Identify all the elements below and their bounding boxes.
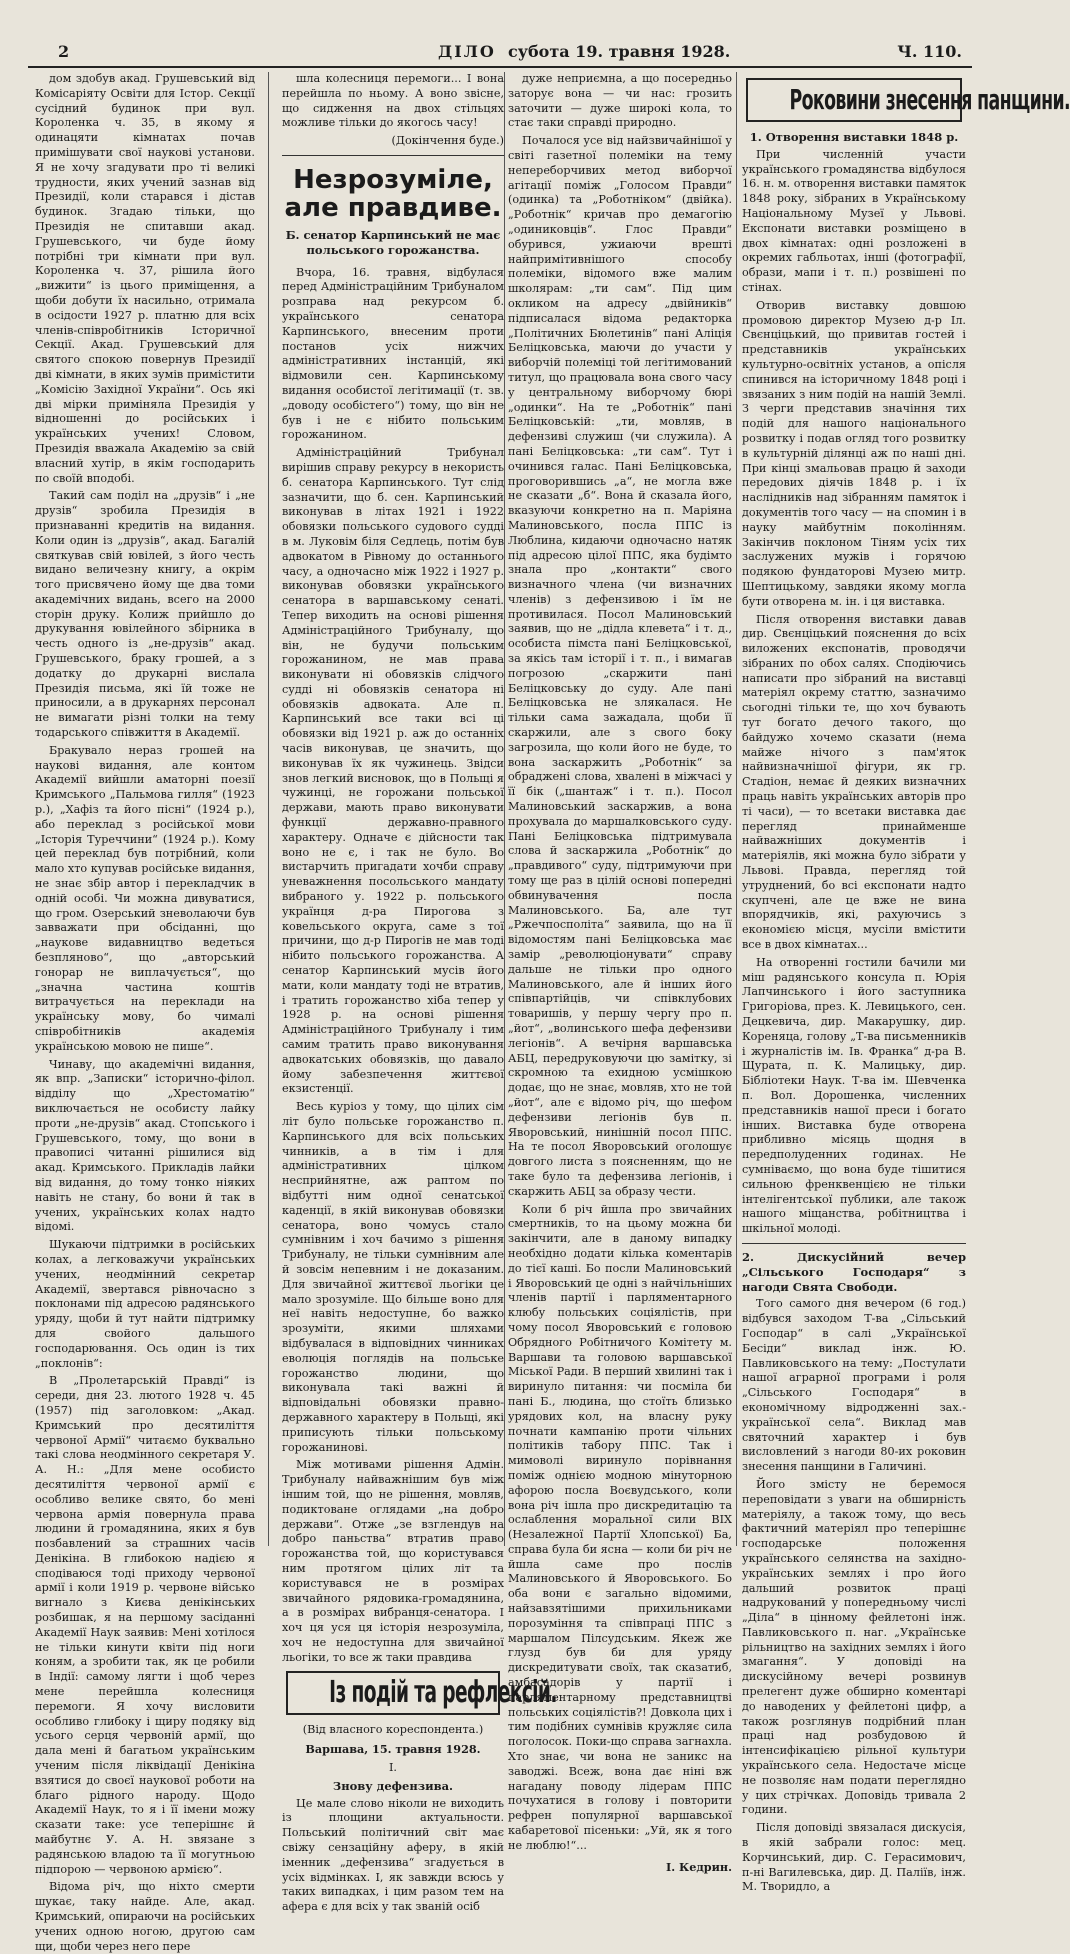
paragraph: Адміністраційний Трибунал вирішив справу рекурсу в некористь б. сенатора Карпинського. Тут слід зазначити, що б. сен. Карпинський виконував в літах 1921 і 1922 обовязки польського судового судді в м. Луковім біля Седлець, потім був адвокатом в Рівному до останнього часу, а одночасно між 1922 і 1927 р. виконував обовязки українського сенатора в варшавському сенаті. Тепер виходить на основі рішення Адміністраційного Трибуналу, що він, не будучи польським горожанином, не мав права виконувати ні обовязків слідчого судді ні обовязків сенатора ні обовязків адвоката. Але п. Карпинський все таки всі ці обовязки від 1921 р. аж до останніх часів виконував, це значить, що виконував їх як чужинець. Звідси знов легкий висновок, що в Польщі я чужинці, не горожани польської держави, мають право виконувати функції державно-правного характеру. Одначе є дійсности так воно не є, і так не було. Во вистарчить пригадати хочби справу уневажнення посольського мандату вибраного у. 1922 р. польського українця д-ра Пирогова з ковельського округа, саме з тої причини, що д-р Пирогів не мав тоді нібито польського горожанства. А сенатор Карпинський мусів його мати, коли мандату тоді не втратив, і тратить горожанство хіба тепер у 1928 р. на основі рішення Адміністраційного Трибуналу і тим самим тратить право виконування адвокатських обовязків, що давало йому забезпечення життєвої екзистенції.	[282, 446, 504, 1096]
section-heading: Знову дефензива.	[332, 1778, 454, 1793]
byline: (Від власного кореспондента.)	[302, 1723, 484, 1737]
column-rule	[504, 72, 505, 1546]
paragraph: При численній участи українського громадянства відбулося 16. н. м. отворення виставки памяток 1848 року, зібраних в Українському Національному Музеї у Львові. Експонати виставки розміщено в двох кімнатах: одні розложені в окремих габльотах, інші (фотографії, образи, мапи і т. п.) розвішені по стінах.	[742, 147, 966, 294]
masthead: ДІЛО	[438, 42, 496, 61]
paragraph: Його змісту не беремося переповідати з уваги на обширність матеріялу, а також тому, що весь фактичний матеріял про теперішнє господарське положення українського селянства на західно-українських землях і про його дальший розвиток праці надрукований у попередньому числі „Діла“ в цінному фейлетоні інж. Павликовського п. наг. „Українське рільництво на західних землях і його змагання“. У доповіді на дискусійному вечері розвинув прелегент дуже обширно коментарі до наводених у фейлетоні цифр, а також розглянув подрібний план праці над розбудовою й інтенсифікацією рільної культури українського села. Недостаче місце не позволяє нам подати переглядно у цих стрічках. Доповідь тривала 2 години.	[742, 1477, 966, 1817]
article-title: Незрозуміле, але правдиве.	[284, 164, 502, 223]
headline-box	[746, 78, 1070, 122]
paragraph: Вчора, 16. травня, відбулася перед Адміністраційним Трибуналом розправа над рекурсом б. українського сенатора Карпинського, внесеним проти постанов усіх нижчих адміністративних інстанцій, які відмовили сен. Карпинському видання особистої легітимації (т. зв. „доводу особістего“) тому, що він не був і не є нібито польським горожанином.	[282, 265, 504, 442]
paragraph: Після отворення виставки давав дир. Свєнціцький пояснення до всіх виложених експонатів, проводячи зібраних по обох салях. Сподіючись написати про зібраний на виставці матеріял окрему статтю, зазначимо сьогодні тільки те, що хоч бувають тут богато дечого такого, що байдужо хочемо сказати (нема майже нічого з пам'яток найвизначнішої фігури, як гр. Стадіон, немає й деяких визначних праць навіть українських авторів про ті часи), — то всетаки виставка дає перегляд принайменше найважніших документів і матеріялів, які можна було зібрати у Львові. Правда, перегляд той утруднений, бо всі експонати надто скупчені, але це вже не вина впорядчиків, які, рахуючись з економією місця, мусіли вмістити все в двох кімнатах...	[742, 612, 966, 952]
headline: Роковини знесення панщини.	[789, 83, 1070, 116]
section-title-box	[286, 1671, 557, 1715]
issue-number: Ч. 110.	[897, 42, 962, 61]
divider	[282, 155, 504, 156]
paragraph: Того самого дня вечером (6 год.) відбувся заходом Т-ва „Сільський Господар“ в салі „Української Бесіди“ виклад інж. Ю. Павликовського на тему: „Постулати нашої аграрної програми і роля „Сільського Господаря“ в економічному відродженні зах.-української села“. Виклад мав святочний характер і був висловлений з нагоди 80-их роковин знесення панщини в Галичині.	[742, 1297, 966, 1474]
page-header	[28, 40, 972, 68]
paragraph: В „Пролетарській Правді“ із середи, дня 23. лютого 1928 ч. 45 (1957) під заголовком: „Акад. Кримський про десятиліття червоної Армії“ читаємо буквально такі слова неодмінного секретаря У. А. Н.: „Для мене особисто десятиліття червоної армії є особливо велике свято, бо мені червона армія повернула права людини й громадянина, яких я був позбавлений за страшних часів Денікіна. В глибокою надією я сподіваюся тоді приходу червоної армії і коли 1919 р. червоне військо вигнало з Києва денікінських розбишак, я на першому засіданні Академії Наук заявив: Мені хотілося не тільки кинути квіти під ноги коням, а зробити так, як це робили в Індії: самому лягти і щоб через мене перейшла колесниця перемоги. Я хочу висловити особливо глибоку і щиру подяку від усього серця червоній армії, що дала мені й багатьом українським ученим після ліквідації Денікіна взятися до своєї наукової роботи на благо рідного народу. Щодо Академії Наук, то я і її імени можу сказати таке: усе теперішнє й майбутнє У. А. Н. звязане з радянською владою та її могутньою підпорою — червоною армією“.	[35, 1374, 255, 1876]
paragraph: Весь куріоз у тому, що цілих сім літ було польське горожанство п. Карпинського для всіх польських чинників, а в тім і для адміністративних цілком несприйнятне, аж раптом по відбутті ним одної сенатської каденції, в якій виконував обовязки сенатора, воно чомусь стало сумнівним і хоч бачимо з рішення Трибуналу, не тільки сумнівним але й зовсім непевним і не доказаним. Для звичайної життєвої льогіки це мало зрозуміле. Що більше воно для неї навіть недоступне, бо важко зрозуміти, якими шляхами відбувалася в відповідних чинниках еволюція поглядів на польське горожанство людини, що виконувала такі важні й відповідальні обовязки правно-державного характеру в Польщі, які приписують тільки польському горожанинові.	[282, 1100, 504, 1454]
paragraph: Бракувало нераз грошей на наукові видання, але контом Академії вийшли аматорні поезії Кримського „Пальмова гилля“ (1923 р.), „Хафіз та його пісні“ (1924 р.), або переклад з російської мови „Історія Туреччини“ (1924 р.). Кому цей переклад був потрібний, коли мало хто купував російське видання, не знає збір автор і перекладчик в одній особі. Чи можна дивуватися, що гром. Озерський зневолаючи був завважати при обсіданні, що „наукове видавництво ведеться безпляново“, що „авторський гонорар не виплачується“, що „значна частина коштів витрачується на переклади на українську мову, бо чималі співробітників академія українською мовою не пише“.	[35, 743, 255, 1053]
column-4	[742, 72, 1070, 1894]
author-signature: І. Кедрин.	[666, 1859, 732, 1874]
continuation-note: (Докінчення буде.)	[391, 134, 504, 148]
paragraph: На отворенні гостили бачили ми міш радянського консула п. Юрія Лапчинського і його заступника Григоріова, през. К. Левицького, сен. Децкевича, дир. Макарушку, дир. Кореняца, голову „Т-ва письменників і журналістів ім. Ів. Франка“ д-ра В. Щурата, п. К. Малицьку, дир. Бібліотеки Наук. Т-ва ім. Шевченка п. Вол. Дорошенка, численних представників нашої преси і богато інших. Виставка буде отворена прибливно місяць щодня в передполуденних годинах. Не сумніваємо, що вона буде тішитися сильною френквенцією не тільки інтелігентської публики, але також нашого міщанства, робітництва і шкільної молоді.	[742, 955, 966, 1236]
paragraph: Між мотивами рішення Адмін. Трибуналу найважнішим був між іншим той, що не рішення, мовляв, подиктоване оглядами „на добро держави“. Отже „зе взглендув на добро паньства“ втратив право горожанства той, що користувався ним протягом цілих літ та користувався не в розмірах звичайного рядовика-громадянина, а в розмірах вибранця-сенатора. І хоч ця уся ця історія незрозуміла, хоч не недоступна для звичайної льогіки, то все ж таки правдива	[282, 1458, 504, 1664]
section-title: Із подій та рефлексій.	[329, 1675, 557, 1711]
paragraph: дуже неприємна, а що посередньо заторує вона — чи нас: грозить заточити — дуже широкі кола, то стає таки справді природно.	[508, 72, 732, 130]
section-heading: 1. Отворення виставки 1848 р.	[749, 130, 959, 144]
paragraph: Після доповіді звязалася дискусія, в якій забрали голос: мец. Корчинський, дир. С. Герасимович, п-ні Вагилевська, дир. Д. Паліїв, інж. М. Творидло, а	[742, 1821, 966, 1894]
paragraph: Коли б річ йшла про звичайних смертників, то на цьому можна би закінчити, але в даному випадку необхідно додати кілька коментарів до тієї каші. Бо посли Малиновський і Яворовський це одні з найчільніших членів партії і парляментарного клюбу польських соціялістів, при чому посол Яворовський є головою Обрядного Робітничого Комітету м. Варшави та головою варшавської Міської Ради. В перший хвилині так і виринуло питання: чи посміла би пані Б., людина, що стоїть близько урядових кол, на власну руку почнати кампанію проти чільних політиків табору ППС. Так і мимоволі виринуло порівнання поміж однією модною мінуторною афорою посла Воєвудського, коли вона річ ішла про дискредитацію та ослаблення моральної сили ВІХ (Незалежної Партії Хлопської) Ба, справа була би ясна — коли би річ не йшла саме про послів Малиновського й Яворовського. Бо оба вони є загально відомими, найзавзятішими прихильниками порозуміння та співпраці ППС з маршалом Пілсудським. Якеж же глузд був би для уряду дискредитувати своїх, так сказатиб, амбасадорів у партії і парляментарному представництві польських соціялістів?! Довкола цих і тим подібних сумнівів кружляє сила поголосок. Поки-що справа загнахла. Хто знає, чи вона не заникс на заводжі. Всеж, вона дає ніні вж нагадану поводу лідерам ППС почухатися в голову і повторити рефрен популярної варшавської кабаретової пісеньки: „Уй, як я того не люблю!“...	[508, 1202, 732, 1852]
section-heading: 2. Дискусійний вечер „Сільського Господаря“ з нагоди Свята Свободи.	[742, 1249, 966, 1294]
paragraph: Такий сам поділ на „друзів“ і „не друзів“ зробила Президія в признаванні кредитів на видання. Коли один із „друзів“, акад. Багалій святкував свій ювілей, з його честь видано величезну книгу, а окрім того присвячено йому ще два томи академічних видань, всего на 2000 сторін друку. Колиж прийшло до друкування ювілейного збірника в честь одного із „не-друзів“ акад. Грушевського, браку грошей, а з додатку до друкарні вислала Президія письма, які їй тоже не приносили, а в друкарнях персонал не вимагати різні толки на тему тодарського співжиття в Академії.	[35, 489, 255, 740]
section-number: I.	[389, 1761, 397, 1775]
paragraph: дом здобув акад. Грушевський від Комісаріяту Освіти для Істор. Секції сусідний будинок при вул. Короленка ч. 35, в якому я одинацяти кімнатах почав примішувати свої наукові установи. Я не хочу згадувати про ті великі трудности, яких учений зазнав від Президії, коли старався і дістав будинок. Згадаю тільки, що Президія не спитавши акад. Грушевського, чи буде йому потрібні три кімнати при вул. Короленка ч. 37, рішила його „вижити“ із цього приміщення, а щоби добути їх насильно, отримала в осідости 1927 р. платню для всіх членів-співробітників Історичної Секції. Акад. Грушевський для святого спокою повернув Президії дві кімнати, в яких зумів примістити „Комісію Західної України“. Ось які дві мірки приміняла Президія у відношенні до російських і українських учених! Словом, Президія вважала Академію за свій власний хутір, в якім господарить по своїй вподобі.	[35, 72, 255, 485]
issue-date: субота 19. травня 1928.	[508, 42, 731, 61]
paragraph: Відома річ, що ніхто смерти шукає, таку найде. Але, акад. Кримський, опираючи на російських учених одною ногою, другою сам щи, щоби через него пере	[35, 1880, 255, 1953]
paragraph: Почалося усе від найзвичайнішої у світі газетної полеміки на тему непереборчивих метод виборчої агітації поміж „Голосом Правди“ (одинка) та „Роботніком“ (двійка). „Роботнік“ кричав про демагогію „одиниковців“. Глос Правди“ обурився, ужиаючи врешті найпримітивнішого способу полеміки, відомого вже малим школярам: „ти сам“. Під цим окликом на адресу „двійників“ підписалася відома редакторка „Політичних Бюлетинів“ пані Аліція Беліцковська, маючи до участи у виборчій полеміці той легітимований титул, що працювала вона свого часу у центральному виборчому бюрі „одинки“. На те „Роботнік“ пані Беліцковській: „ти, мовляв, в дефензиві служиш (чи служила). А пані Беліцковська: „ти сам“. Тут і очинився галас. Пані Беліцковська, проговорившись „а“, не могла вже не сказати „б“. Вона й сказала його, вказуючи конкретно на п. Маріяна Малиновського, посла ППС із Люблина, кидаючи одночасно натяк під адресою цілої ППС, яка будімто знала про „контакти“ свого визначного члена (чи визначних членів) з дефензивою і їм не противилася. Посол Малиновський заявив, що не „дідла клевета“ і т. д., особиста пімста пані Беліцковської, за якісь там історії і т. п., і вимагав погрозою „скаржити пані Беліцковську до суду. Але пані Беліцковська не злякалася. Не тільки сама зажадала, щоби її скаржили, але з свого боку загрозила, що коли його не буде, то вона заскаржить „Роботнік“ за обраджені слова, хвалені в міжчасі у її бік („шантаж“ і т. п.). Посол Малиновський заскаржив, а вона прохувала до маршалковського суду. Пані Беліцковська підтримувала слова й заскаржила „Роботнік“ до „правдивого“ суду, підтримуючи при тому ще раз в цілій основі попередні обвинувачення посла Малиновського. Ба, але тут „Ржечпосполіта“ заявила, що на її відомостям пані Беліцковська має замір „революціонувати“ справу дальше не тільки про одного Малиновського, але й інших його співпартійців, чи співклубових товаришів, у першу чергу про п. „йот“, „волинського шефа дефензиви легіонів“. А вечірня варшавська АБЦ, передруковуючи цю замітку, зі скромною та ехидною усмішкою додає, що не знає, мовляв, хто не той „йот“, але є відомо річ, що шефом дефензиви легіонів був п. Яворовський, нинішній посол ППС. На те посол Яворовський оголошує довгого листа з поясненням, що не таке було та дефензива легіонів, і скаржить АБЦ за образу чести.	[508, 134, 732, 1198]
divider	[742, 1243, 966, 1244]
column-rule	[268, 72, 269, 1546]
column-1	[35, 72, 255, 1953]
article-subtitle: Б. сенатор Карпинський не має польського горожанства.	[285, 227, 501, 257]
paragraph: Чинаву, що академічні видання, як впр. „Записки“ історично-філол. відділу що „Хрестоматію“ виключається не особисту лайку проти „не-друзів“ акад. Стопського і Грушевського, тому, що вони в правописі читанні рішилися від акад. Кримського. Прикладів лайки від видання, до тому тонко ніяких навіть не стану, бо вони й так в учених, українських колах надто відомі.	[35, 1057, 255, 1234]
column-2	[282, 72, 557, 1914]
paragraph: шла колесниця перемоги... І вона перейшла по ньому. А воно звісне, що сидження на двох стільцях можливе тільки до якогось часу!	[282, 72, 504, 130]
paragraph: Шукаючи підтримки в російських колах, а легковажучи українських учених, неодмінний секретар Академії, звертався рівночасно з поклонами під адресою радянського уряду, щоби й тут найти підтримку для свойого дальшого господарювання. Ось один із тих „поклонів“:	[35, 1238, 255, 1370]
paragraph: Отворив виставку довшою промовою директор Музею д-р Іл. Свєнціцький, що привитав гостей і представників українських культурно-освітніх установ, а опісля спинився на історичному 1848 році і звязаних з ним подій на нашій Землі. З черги представив значіння тих подій для нашого національного розвитку і подав огляд того розвитку в культурній ділянці аж по наші дні. При кінці змальовав працю й заходи передових діячів 1848 р. і їх наслідників над зібранням памяток і документів того часу — на спомин і в науку майбутнім поколінням. Закінчив поклоном Тіням усіх тих заслужених мужів і горячою подякою фундаторові Музею митр. Шептицькому, завдяки якому могла бути отворена м. ін. і ця виставка.	[742, 298, 966, 608]
page-number: 2	[58, 42, 70, 61]
column-rule	[736, 72, 737, 1546]
column-3	[508, 72, 732, 1874]
dateline: Варшава, 15. травня 1928.	[305, 1742, 481, 1757]
paragraph: Це мале слово ніколи не виходить із площини актуальности. Польський політичний світ має свіжу сензаційну аферу, в якій іменник „дефензива“ згадується в усіх відмінках. І, як завжди всюсь у таких випадках, і цим разом тем на афера є для всіх у так званій осіб	[282, 1796, 504, 1914]
